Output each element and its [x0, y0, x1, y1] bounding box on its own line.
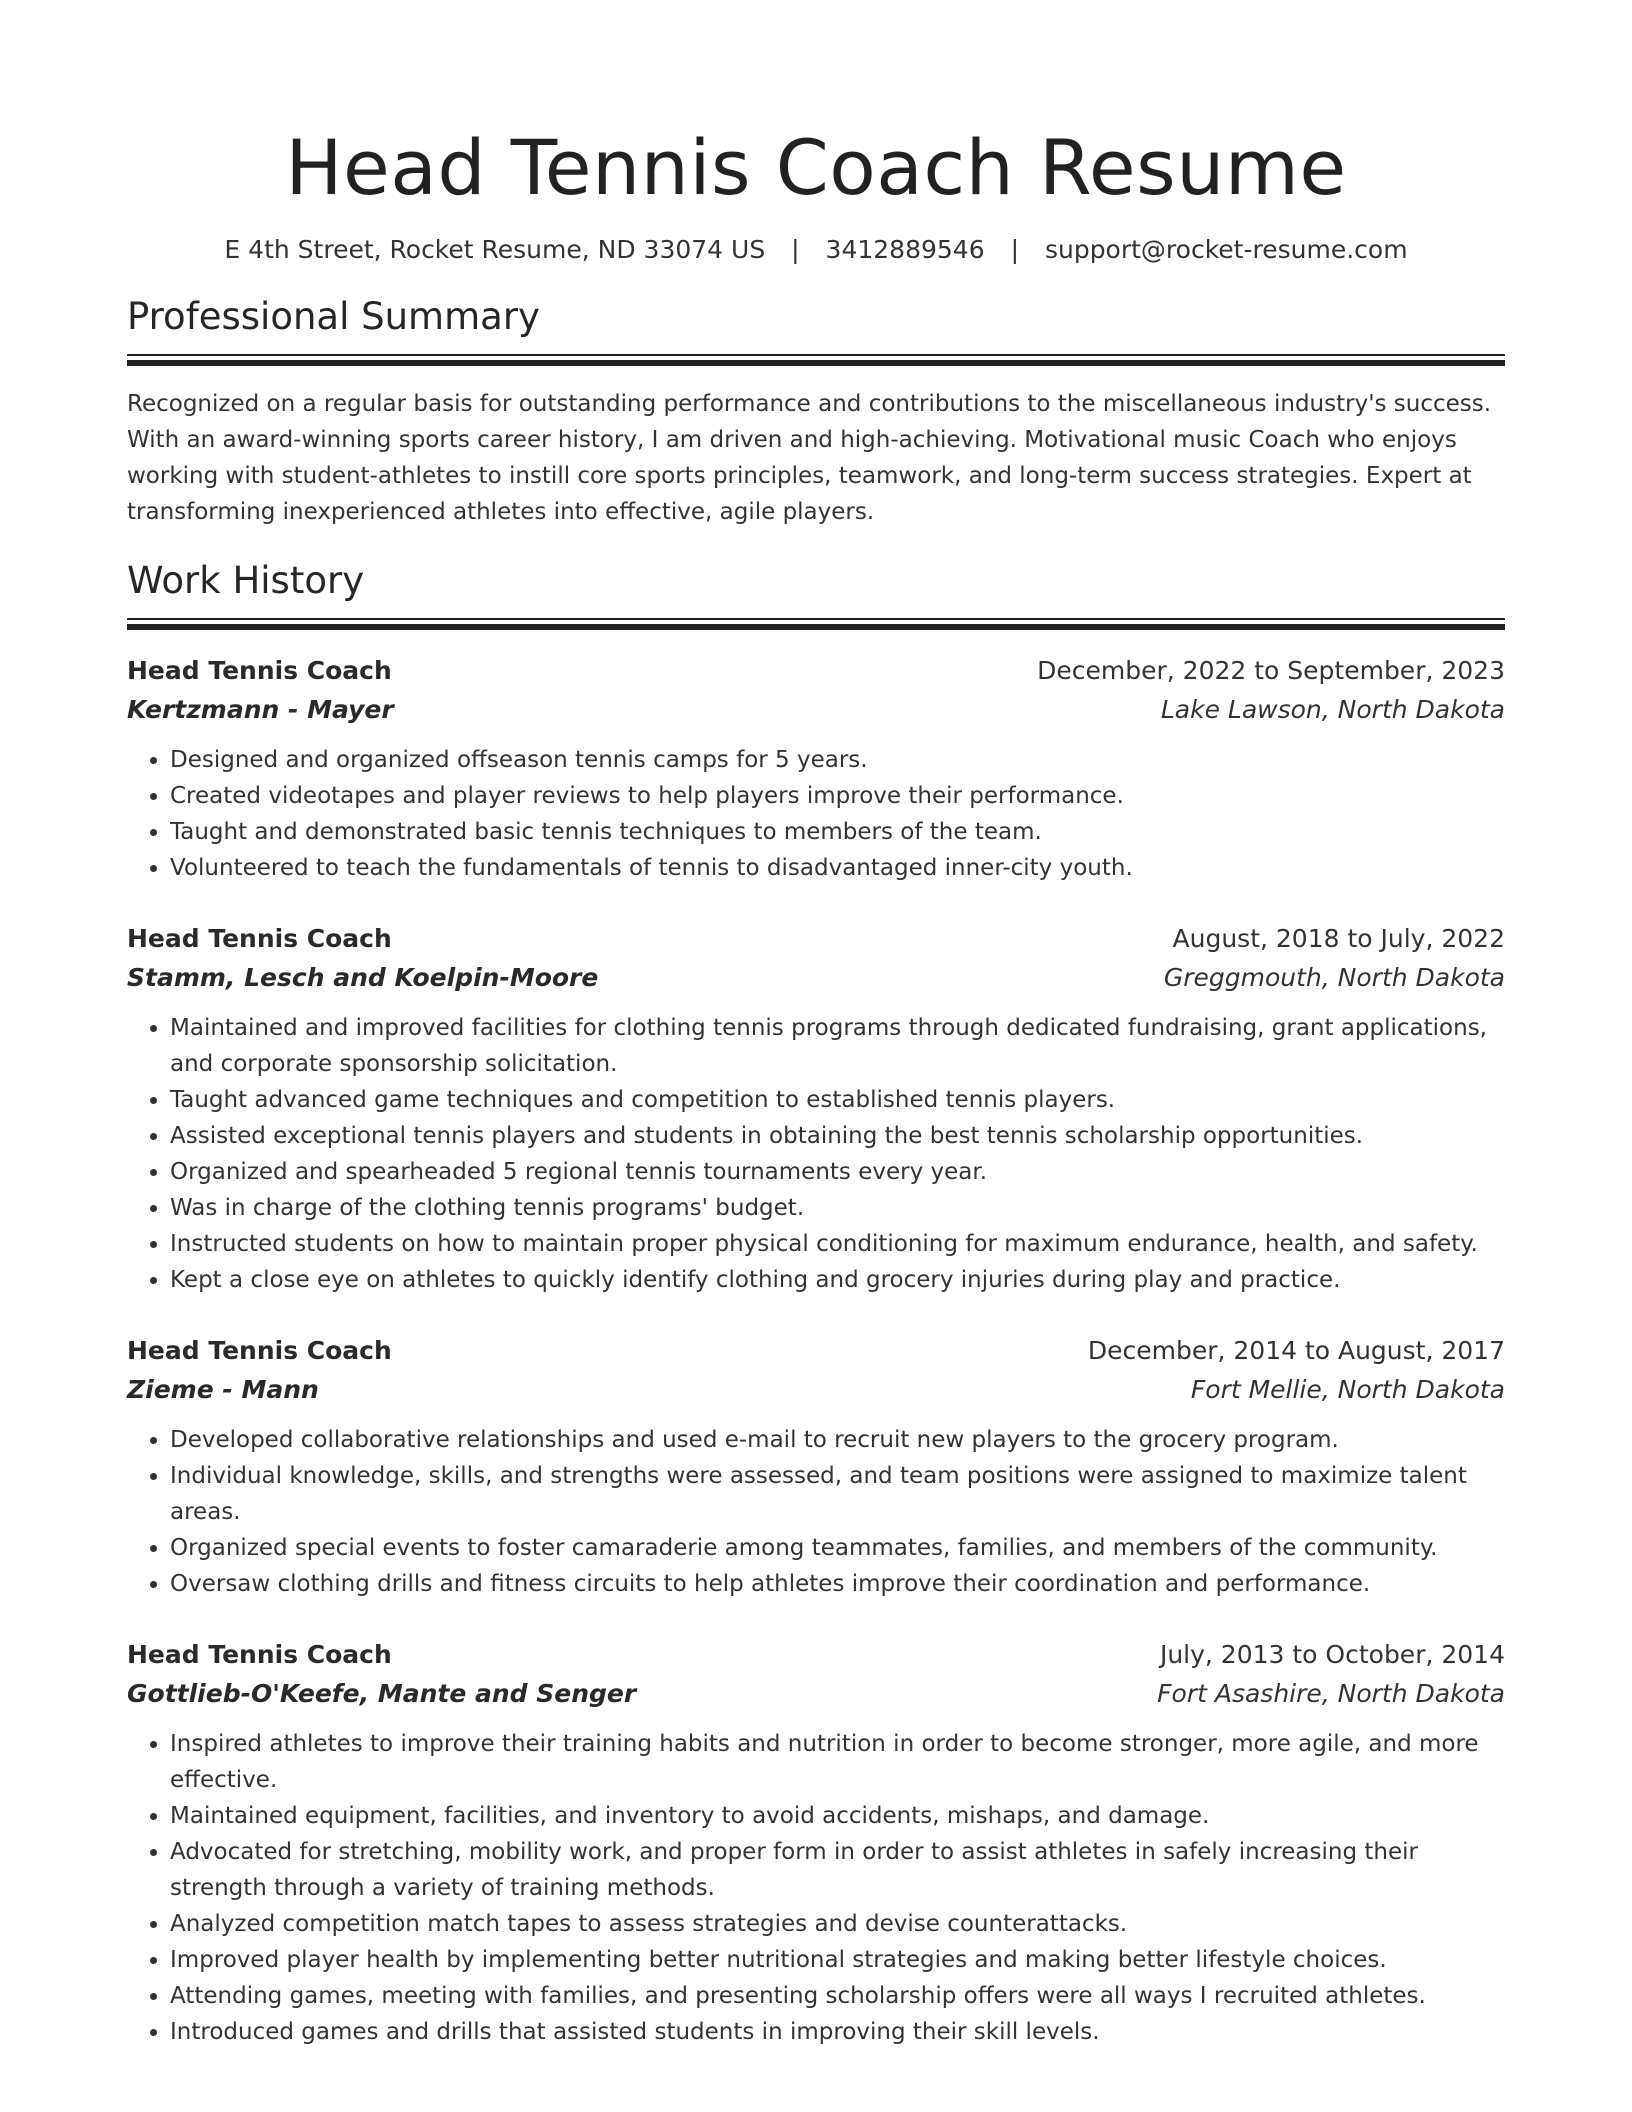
job-dates: August, 2018 to July, 2022 [1172, 924, 1505, 953]
job-bullet: • Organized and spearheaded 5 regional tennis tournaments every year. [170, 1154, 1505, 1190]
job-bullets [127, 742, 1505, 886]
job-bullet: • Inspired athletes to improve their training habits and nutrition in order to become stronger, more agile, and more effective. [170, 1726, 1505, 1798]
section-heading-work: Work History [127, 559, 365, 602]
job-location: Fort Asashire, North Dakota [1157, 1679, 1505, 1708]
job-title: Head Tennis Coach [127, 1336, 392, 1365]
job-entry [127, 1636, 1505, 2050]
job-title: Head Tennis Coach [127, 656, 392, 685]
job-title: Head Tennis Coach [127, 1640, 392, 1669]
section-heading-summary: Professional Summary [127, 295, 540, 338]
job-dates: July, 2013 to October, 2014 [1159, 1640, 1505, 1669]
job-bullet: • Developed collaborative relationships and used e-mail to recruit new players to the grocery program. [170, 1422, 1505, 1458]
job-subheader-row [127, 1370, 1505, 1410]
contact-separator: | [791, 235, 800, 264]
job-subheader-row [127, 690, 1505, 730]
job-bullet: • Was in charge of the clothing tennis programs' budget. [170, 1190, 1505, 1226]
contact-email: support@rocket-resume.com [1044, 235, 1408, 264]
job-title: Head Tennis Coach [127, 924, 392, 953]
job-subheader-row [127, 958, 1505, 998]
section-divider [127, 618, 1505, 632]
job-bullet: • Advocated for stretching, mobility work, and proper form in order to assist athletes in safely increasing their strength through a variety of training methods. [170, 1834, 1505, 1906]
job-company: Stamm, Lesch and Koelpin-Moore [127, 963, 599, 992]
job-bullet: • Introduced games and drills that assisted students in improving their skill levels. [170, 2014, 1505, 2050]
job-company: Zieme - Mann [127, 1375, 319, 1404]
job-location: Lake Lawson, North Dakota [1160, 695, 1505, 724]
job-bullet: • Maintained and improved facilities for clothing tennis programs through dedicated fundraising, grant applications, and corporate sponsorship solicitation. [170, 1010, 1505, 1082]
job-bullet: • Created videotapes and player reviews to help players improve their performance. [170, 778, 1505, 814]
job-bullet: • Taught and demonstrated basic tennis techniques to members of the team. [170, 814, 1505, 850]
job-bullets [127, 1422, 1505, 1602]
job-header-row [127, 1332, 1505, 1370]
professional-summary-section [127, 294, 1505, 530]
contact-separator: | [1010, 235, 1019, 264]
job-company: Gottlieb-O'Keefe, Mante and Senger [127, 1679, 637, 1708]
contact-address: E 4th Street, Rocket Resume, ND 33074 US [224, 235, 766, 264]
job-bullet: • Taught advanced game techniques and competition to established tennis players. [170, 1082, 1505, 1118]
job-company: Kertzmann - Mayer [127, 695, 394, 724]
job-dates: December, 2022 to September, 2023 [1037, 656, 1505, 685]
job-header-row [127, 1636, 1505, 1674]
job-bullet: • Instructed students on how to maintain proper physical conditioning for maximum endurance, health, and safety. [170, 1226, 1505, 1262]
job-bullets [127, 1726, 1505, 2050]
job-bullet: • Kept a close eye on athletes to quickly identify clothing and grocery injuries during play and practice. [170, 1262, 1505, 1298]
job-bullet: • Individual knowledge, skills, and strengths were assessed, and team positions were assigned to maximize talent areas. [170, 1458, 1505, 1530]
job-bullets [127, 1010, 1505, 1298]
job-location: Fort Mellie, North Dakota [1190, 1375, 1505, 1404]
page-title: Head Tennis Coach Resume [285, 123, 1347, 212]
job-bullet: • Analyzed competition match tapes to assess strategies and devise counterattacks. [170, 1906, 1505, 1942]
job-header-row [127, 652, 1505, 690]
job-bullet: • Volunteered to teach the fundamentals of tennis to disadvantaged inner-city youth. [170, 850, 1505, 886]
job-entry [127, 920, 1505, 1298]
job-bullet: • Maintained equipment, facilities, and inventory to avoid accidents, mishaps, and damage. [170, 1798, 1505, 1834]
job-bullet: • Improved player health by implementing better nutritional strategies and making better lifestyle choices. [170, 1942, 1505, 1978]
job-entry [127, 1332, 1505, 1602]
contact-line [127, 232, 1505, 268]
contact-phone: 3412889546 [825, 235, 985, 264]
section-divider [127, 354, 1505, 368]
job-bullet: • Organized special events to foster camaraderie among teammates, families, and members of the community. [170, 1530, 1505, 1566]
summary-text: Recognized on a regular basis for outstanding performance and contributions to the miscellaneous industry's success. With an award-winning sports career history, I am driven and high-achieving. Motivational music Coach who enjoys working with student-athletes to instill core sports principles, teamwork, and long-term success strategies. Expert at transforming inexperienced athletes into effective, agile players. [127, 391, 1492, 525]
job-subheader-row [127, 1674, 1505, 1714]
work-history-section [127, 558, 1505, 2050]
job-header-row [127, 920, 1505, 958]
job-bullet: • Attending games, meeting with families, and presenting scholarship offers were all ways I recruited athletes. [170, 1978, 1505, 2014]
job-bullet: • Oversaw clothing drills and fitness circuits to help athletes improve their coordination and performance. [170, 1566, 1505, 1602]
job-bullet: • Designed and organized offseason tennis camps for 5 years. [170, 742, 1505, 778]
job-entry [127, 652, 1505, 886]
job-dates: December, 2014 to August, 2017 [1087, 1336, 1505, 1365]
job-location: Greggmouth, North Dakota [1163, 963, 1505, 992]
job-bullet: • Assisted exceptional tennis players and students in obtaining the best tennis scholarship opportunities. [170, 1118, 1505, 1154]
